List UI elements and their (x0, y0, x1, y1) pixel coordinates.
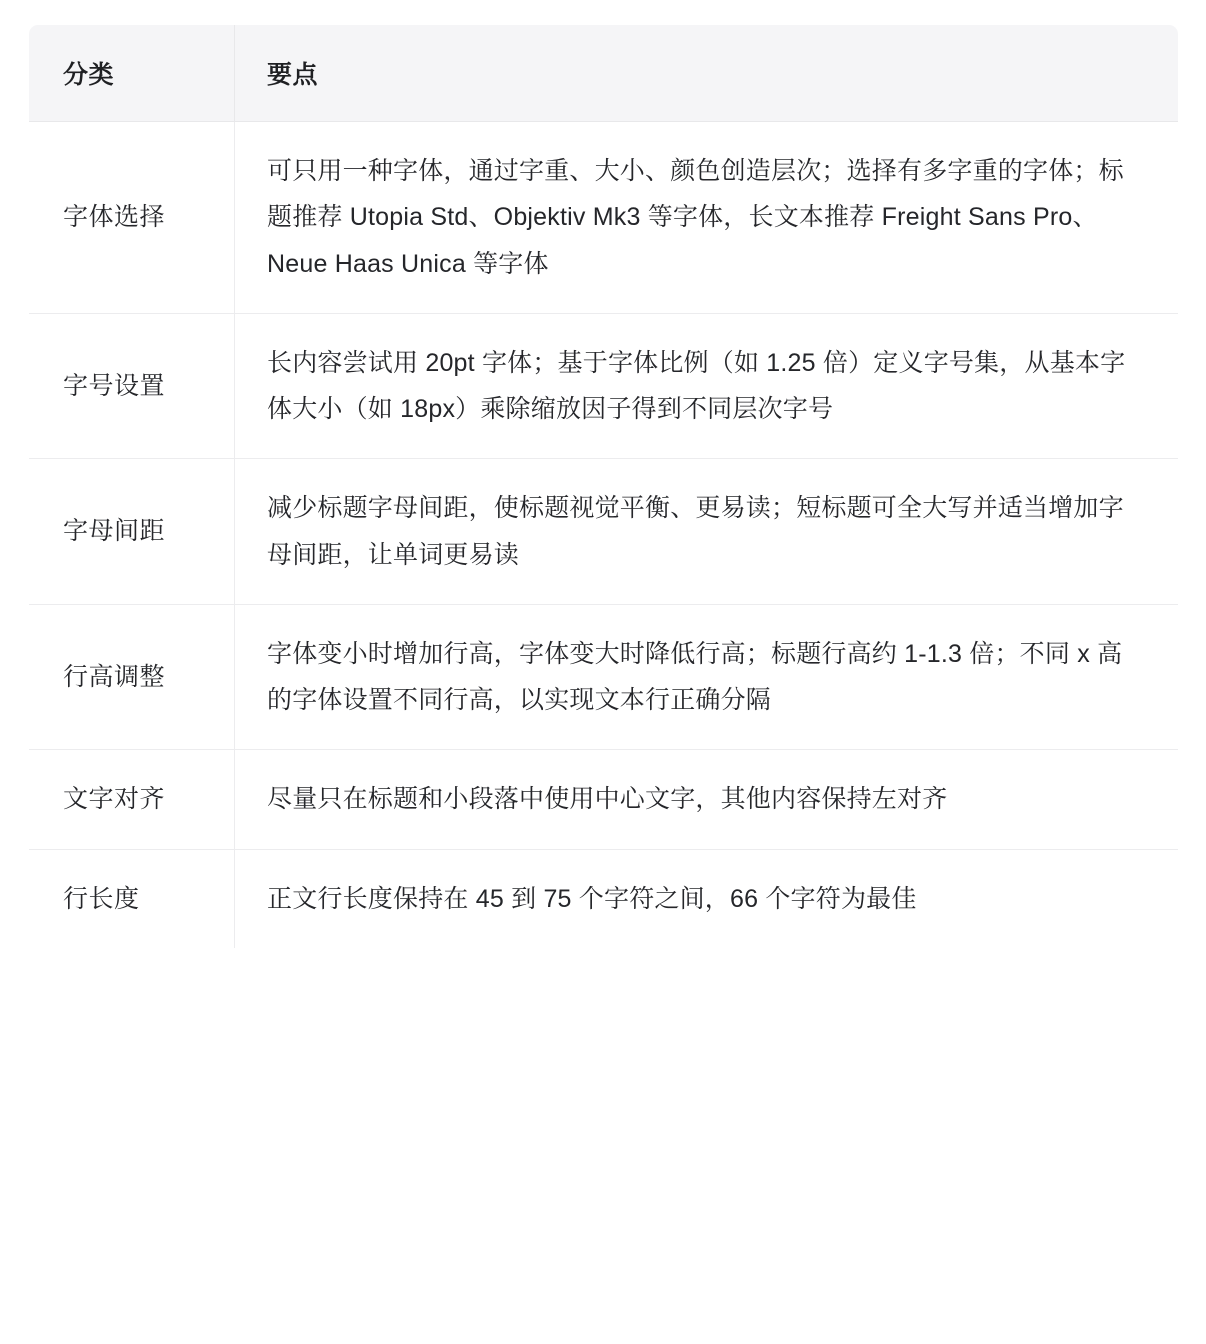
table-header-row (29, 25, 1179, 122)
cell-points: 长内容尝试用 20pt 字体；基于字体比例（如 1.25 倍）定义字号集，从基本字体大小（如 18px）乘除缩放因子得到不同层次字号 (235, 313, 1179, 459)
cell-category: 字体选择 (63, 203, 166, 232)
cell-points: 正文行长度保持在 45 到 75 个字符之间，66 个字符为最佳 (235, 849, 1179, 948)
cell-category: 行长度 (29, 849, 235, 948)
table-row (29, 459, 1179, 605)
table-row (29, 313, 1179, 459)
column-header-category: 分类 (29, 25, 235, 122)
table-row (29, 604, 1179, 750)
cell-category: 字号设置 (29, 313, 235, 459)
table-row (29, 750, 1179, 849)
typography-guide-table (28, 24, 1179, 949)
column-header-points: 要点 (235, 25, 1179, 122)
cell-points: 尽量只在标题和小段落中使用中心文字，其他内容保持左对齐 (235, 750, 1179, 849)
cell-points: 字体变小时增加行高，字体变大时降低行高；标题行高约 1-1.3 倍；不同 x 高的字体设置不同行高，以实现文本行正确分隔 (235, 604, 1179, 750)
table-row (29, 849, 1179, 948)
cell-category: 行高调整 (29, 604, 235, 750)
cell-points: 减少标题字母间距，使标题视觉平衡、更易读；短标题可全大写并适当增加字母间距，让单词更易读 (235, 459, 1179, 605)
cell-category: 文字对齐 (29, 750, 235, 849)
table-row (29, 122, 1179, 314)
cell-points: 可只用一种字体，通过字重、大小、颜色创造层次；选择有多字重的字体；标题推荐 Utopia Std、Objektiv Mk3 等字体，长文本推荐 Freight Sans Pro、Neue Haas Unica 等字体 (235, 122, 1179, 314)
table-header (29, 25, 1179, 122)
cell-category: 字母间距 (29, 459, 235, 605)
table-body (29, 122, 1179, 949)
